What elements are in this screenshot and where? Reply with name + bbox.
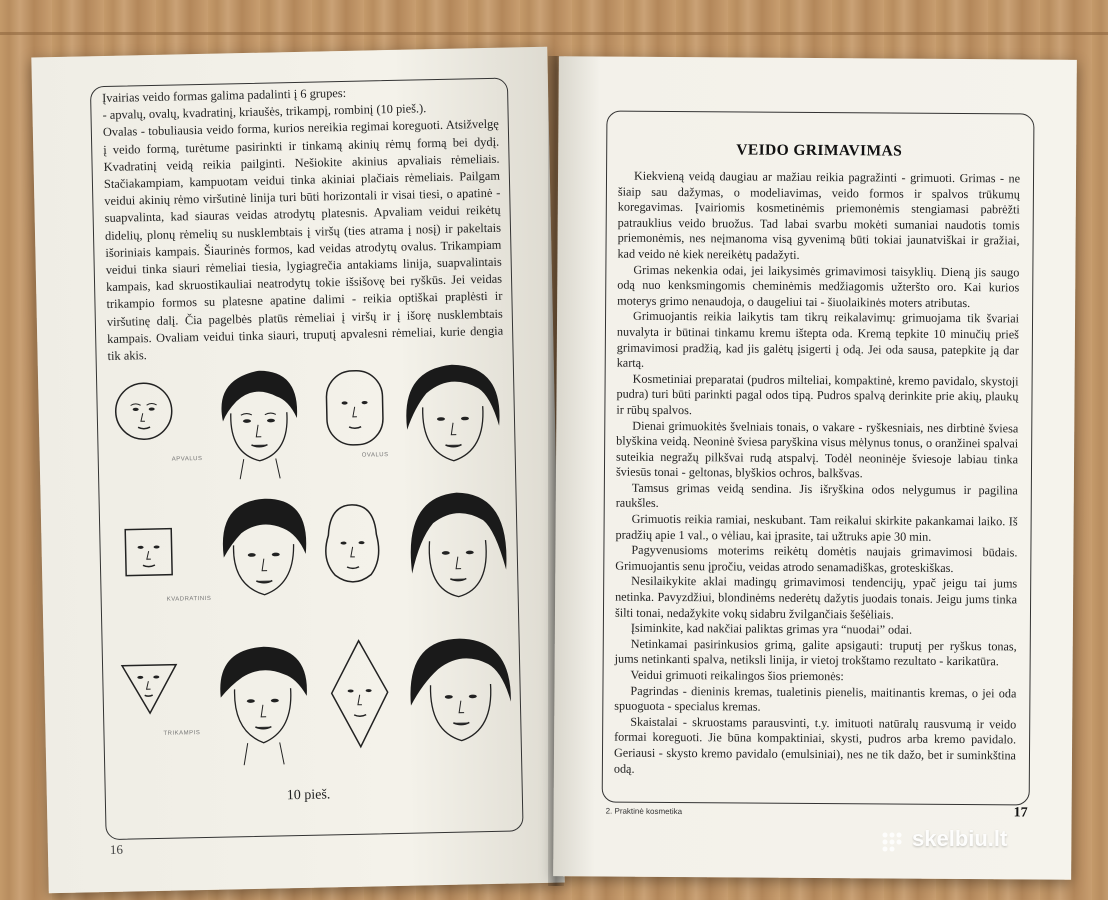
right-paragraph-2: Grimas nekenkia odai, jei laikysimės grimavimosi taisyklių. Dieną jis saugo odą nuo kenksmingomis cheminėmis medžiagomis užteršto oro. Kai kurios moterys grimo nenaudoja, o daugeliui tai - šiuolaikinės moters atributas. — [617, 262, 1020, 310]
right-page — [553, 56, 1077, 880]
right-paragraph-6: Tamsus grimas veidą sendina. Jis išryškina odos nelygumus ir pagilina raukšles. — [615, 480, 1018, 511]
diamond-face-outline — [326, 636, 394, 753]
right-paragraph-4: Kosmetiniai preparatai (pudros milteliai, kompaktinė, kremo pavidalo, skystoji pudra) turi būti parinkti pagal odos tipą. Pudros spalvą derinkite prie akių, plaukų ir rūbų spalvos. — [616, 371, 1019, 418]
label-round: APVALUS — [171, 455, 203, 463]
left-page-text — [102, 82, 504, 365]
right-page-text — [614, 169, 1020, 780]
right-paragraph-1: Kiekvieną veidą daugiau ar mažiau reikia pagražinti - grimuoti. Grimas - ne šiaip sau dažymas, o modeliavimas, veido formos ir spalvos trūkumų koregavimas. Įvairiomis kosmetinėmis priemonėmis stengiamasi pabrėžti patrauklius veido bruožus. Tad labai svarbu mokėti sumaniai naudotis tomis priemonėmis, nes neįmanoma visą gyvenimą būti tokiai jaunatviškai ir gražiai, kad veido nė kiek nereikėtų padažyti. — [617, 168, 1021, 262]
square-face-outline — [121, 524, 182, 585]
left-paragraph-2: - apvalų, ovalų, kvadratinį, kriaušės, trikampį, rombinį (10 pieš.). — [102, 101, 427, 123]
right-paragraph-13: Pagrindas - dieninis kremas, tualetinis pienelis, maitinantis kremas, o jei oda spuoguota - specialus kremas. — [614, 683, 1017, 714]
left-paragraph-1: Įvairias veido formas galima padalinti į 6 grupes: — [102, 85, 347, 106]
chapter-footer: 2. Praktinė kosmetika — [605, 806, 683, 817]
figure-caption: 10 pieš. — [286, 787, 331, 804]
oval-face-portrait — [398, 358, 510, 478]
right-paragraph-14: Skaistalai - skruostams parausvinti, t.y. imituoti natūralų rausvumą ir veido formai koreguoti. Jie būna kompaktiniai, skysti, pudros arba kremo pavidalo. Geriausi - skysto kremo pavidalo (emulsiniai), nes ne tik dažo, bet ir suminkština odą. — [613, 714, 1017, 776]
right-paragraph-8: Pagyvenusioms moterims reikėtų domėtis naujais grimavimosi būdais. Grimuojantis senu įpročiu, veidas atrodo senamadiškas, groteskiškas. — [615, 542, 1018, 575]
right-page-number: 17 — [1013, 805, 1028, 821]
left-paragraph-3: Ovalas - tobuliausia veido forma, kurios nereikia regimai koreguoti. Atsižvelgę į veido formą, turėtume pasirinkti ir tinkamą akinių rėmų formą bei dydį. Kvadratinį veidą reikia pailginti. Nešiokite akinius apvaliais rėmeliais. Stačiakampiam, kampuotam veidui tinka akiniai plačiais rėmeliais. Pailgam veidui akinių rėmo viršutinė linija turi būti horizontali ir visai tiesi, o apatinė - suapvalinta, kad siauras veidas atrodytų platesnis. Apvaliam veidui reikėtų didelių, plonų rėmelių su nusklembtais į viršų (ties atrama į nosį) ir pakeltais išoriniais kampais. Šiaurinės formos, kad veidas atrodytų ovalus. Trikampiam veidui tinka siauri rėmeliai tiesia, lygiagrečia antakiams linija, suapvalintais kampais, kad skruostikauliai neatrodytų tokie išsišovę bei ryškūs. Jei veidas trikampio formos su platesne apatine dalimi - reikia optiškai praplėsti ir viršutinę dalį. Čia pagelbės platūs rėmeliai į viršų ir į išorę nusklembtais kampais. Ovaliam veidui tinka siauri, truputį apvalesni rėmeliai, kurie dengia tik akis. — [102, 117, 504, 364]
oval-face-outline — [320, 366, 392, 453]
triangle-face-portrait — [210, 642, 317, 768]
label-triangle: TRIKAMPIS — [163, 730, 201, 737]
square-face-portrait — [210, 492, 316, 614]
right-paragraph-5: Dienai grimuokitės švelniais tonais, o vakare - ryškesniais, nes dirbtinė šviesa blyškina veidą. Neoninė šviesa paryškina visus mėlynus tonus, o oranžinei spalvai suteikia negražų pilkšvai rudą atspalvį. Todėl neoninėje šviesoje labiau tinka šviesūs tonai - geltonas, blyškios ochros, balkšvas. — [615, 418, 1019, 481]
table-seam — [0, 32, 1108, 35]
watermark: skelbiu.lt — [912, 826, 1008, 851]
triangle-face-outline — [118, 660, 183, 717]
right-paragraph-9: Nesilaikykite aklai madingų grimavimosi tendencijų, ypač jeigu tai jums netinka. Pavyzdžiui, blondinėms nederėtų dažytis juodais tonais. Jeigu jums tinka šilti tonai, nedažykite vokų sidabru žvilgančiais šešėliais. — [614, 574, 1018, 622]
right-paragraph-3: Grimuojantis reikia laikytis tam tikrų reikalavimų: grimuojama tik švariai nuvalyta ir būtinai tinkamu kremu ištepta oda. Kremą tepkite 10 minučių prieš grimavimosi pradžią, kad jis galėtų įsigerti į odą. Jei oda sausa, patepkite ją dar kartą. — [616, 309, 1020, 370]
round-face-portrait — [206, 362, 312, 482]
left-page — [31, 47, 564, 894]
right-paragraph-12: Veidui grimuoti reikalingos šios priemonės: — [630, 667, 844, 684]
pear-face-outline — [319, 500, 387, 591]
label-oval: OVALUS — [361, 452, 389, 459]
round-face-outline — [108, 374, 180, 455]
left-page-number: 16 — [109, 841, 124, 858]
right-paragraph-7: Grimuotis reikia ramiai, neskubant. Tam reikalui skirkite pakankamai laiko. Iš pradžių apie 1 val., o vėliau, kai įprasite, tai užtruks apie 30 min. — [615, 511, 1018, 544]
face-shapes-figure — [98, 357, 523, 786]
watermark-logo-icon — [880, 830, 910, 852]
diamond-face-portrait — [403, 633, 518, 761]
section-title: VEIDO GRIMAVIMAS — [736, 141, 903, 160]
label-square: KVADRATINIS — [166, 595, 212, 603]
pear-face-portrait — [402, 488, 515, 612]
right-paragraph-10: Įsiminkite, kad nakčiai paliktas grimas yra “nuodai” odai. — [630, 620, 913, 637]
right-paragraph-11: Netinkamai pasirinkusios grimą, galite apsigauti: truputį per ryškus tonas, jums netinkanti spalva, netikslі linija, ir vietoj trokštamo rezultato - karikatūra. — [614, 636, 1017, 669]
